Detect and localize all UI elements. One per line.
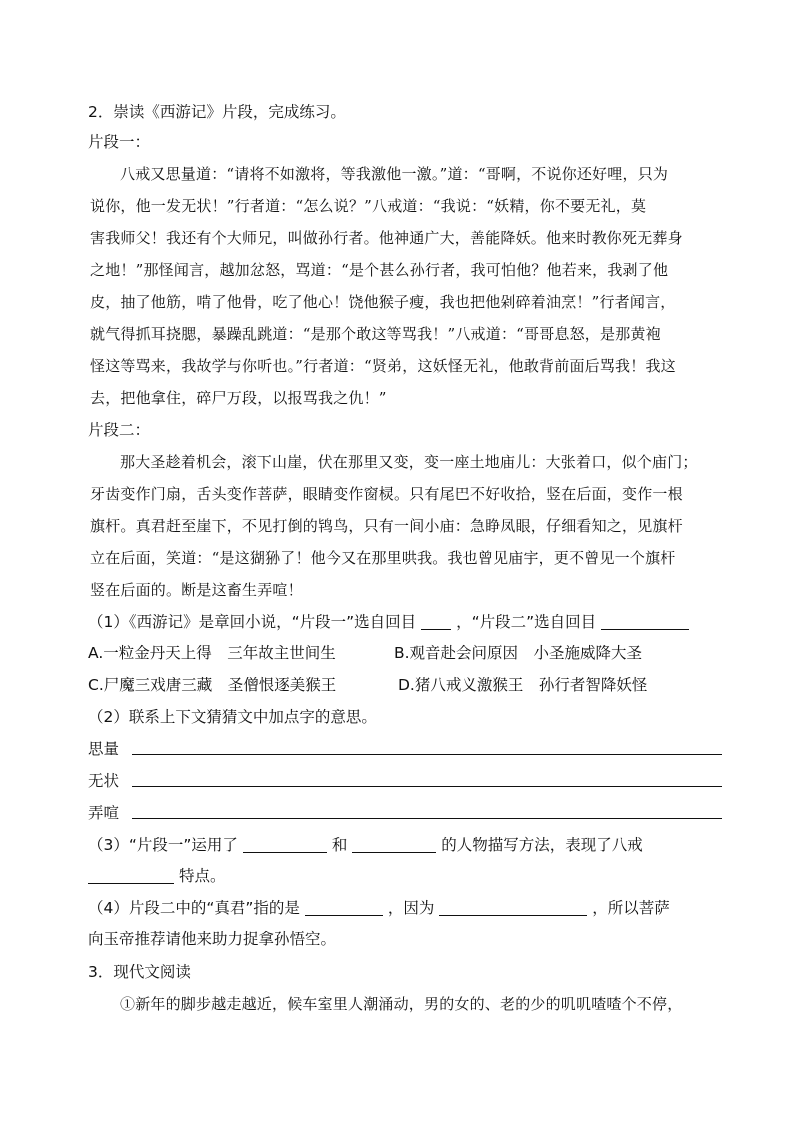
fragment2-line: 竖在后面的。断是这畜生弄喧！	[90, 581, 303, 599]
sub-question-1	[88, 612, 689, 632]
sub-question-4-prompt: （4）片段二中的“真君”指的是	[88, 899, 300, 917]
sub-question-3	[88, 835, 643, 855]
sub-question-1-prompt: （1）《西游记》是章回小说，“片段一”选自回目	[88, 613, 417, 631]
sub-question-1-prompt-b: ，“片段二”选自回目	[456, 613, 597, 631]
word-label: 思量	[88, 740, 120, 758]
answer-blank-fragment1[interactable]	[421, 613, 451, 630]
fragment1-line: 八戒又思量道：“请将不如激将，等我激他一激。”道：“哥啊，不说你还好哩，只为	[120, 165, 669, 183]
sub-question-3-prompt: （3）“片段一”运用了	[88, 836, 238, 854]
sub-question-4-prompt-b: ，因为	[387, 899, 435, 917]
answer-line[interactable]	[132, 786, 722, 787]
fragment1-label: 片段一：	[88, 133, 151, 151]
fragment1-line: 就气得抓耳挠腮，暴躁乱跳道：“是那个敢这等骂我！”八戒道：“哥哥息怒，是那黄袍	[90, 325, 661, 343]
option-a: A.一粒金丹天上得 三年故主世间生	[88, 644, 336, 662]
sub-question-3-cont	[88, 866, 225, 886]
fragment1-line: 怪这等骂来，我故学与你听也。”行者道：“贤弟，这妖怪无礼，他敢背前面后骂我！我这	[90, 357, 676, 375]
sub-question-3-prompt-c: 的人物描写方法，表现了八戒	[441, 836, 643, 854]
fragment1-line: 害我师父！我还有个大师兄，叫做孙行者。他神通广大，善能降妖。他来时教你死无葬身	[90, 229, 683, 247]
answer-blank-fragment2[interactable]	[601, 613, 689, 630]
sub-question-4	[88, 898, 670, 918]
fragment2-label: 片段二：	[88, 421, 151, 439]
q3-title: 3．现代文阅读	[88, 963, 191, 981]
option-c: C.尸魔三戏唐三藏 圣僧恨逐美猴王	[88, 676, 337, 694]
q3-paragraph-1: ①新年的脚步越走越近，候车室里人潮涌动，男的女的、老的少的叽叽喳喳个不停，	[120, 995, 683, 1013]
fragment2-line: 牙齿变作门扇，舌头变作菩萨，眼睛变作窗棂。只有尾巴不好收拾，竖在后面，变作一根	[90, 485, 683, 503]
answer-blank[interactable]	[305, 899, 383, 916]
answer-blank[interactable]	[352, 836, 436, 853]
answer-blank[interactable]	[243, 836, 327, 853]
fragment2-line: 立在后面，笑道：“是这猢狲了！他今又在那里哄我。我也曾见庙宇，更不曾见一个旗杆	[90, 549, 676, 567]
fragment2-line: 旗杆。真君赶至崖下，不见打倒的鸨鸟，只有一间小庙：急睁凤眼，仔细看知之，见旗杆	[90, 517, 683, 535]
word-label: 无状	[88, 772, 120, 790]
answer-line[interactable]	[132, 818, 722, 819]
sub-question-2: （2）联系上下文猜猜文中加点字的意思。	[88, 708, 377, 726]
word-label: 弄喧	[88, 804, 120, 822]
option-b: B.观音赴会问原因 小圣施威降大圣	[394, 644, 643, 662]
answer-blank[interactable]	[439, 899, 587, 916]
sub-question-4-prompt-c: ，所以菩萨	[592, 899, 670, 917]
fragment1-line: 皮，抽了他筋，啃了他骨，吃了他心！饶他猴子瘦，我也把他剁碎着油烹！”行者闻言，	[90, 293, 676, 311]
q2-title: 2．崇读《西游记》片段，完成练习。	[88, 103, 346, 121]
sub-question-3-prompt-d: 特点。	[178, 867, 226, 885]
fragment2-line: 那大圣趁着机会，滚下山崖，伏在那里又变，变一座土地庙儿：大张着口，似个庙门；	[120, 453, 698, 471]
answer-line[interactable]	[132, 754, 722, 755]
option-d: D.猪八戒义激猴王 孙行者智降妖怪	[398, 676, 648, 694]
fragment1-line: 之地！”那怪闻言，越加忿怒，骂道：“是个甚么孙行者，我可怕他？他若来，我剥了他	[90, 261, 669, 279]
answer-blank[interactable]	[88, 867, 174, 884]
sub-question-3-conj: 和	[331, 836, 348, 854]
sub-question-4-cont: 向玉帝推荐请他来助力捉拿孙悟空。	[88, 930, 337, 948]
fragment1-line: 去，把他拿住，碎尸万段，以报骂我之仇！”	[90, 389, 387, 407]
fragment1-line: 说你，他一发无状！”行者道：“怎么说？”八戒道：“我说：“妖精，你不要无礼，莫	[90, 197, 647, 215]
